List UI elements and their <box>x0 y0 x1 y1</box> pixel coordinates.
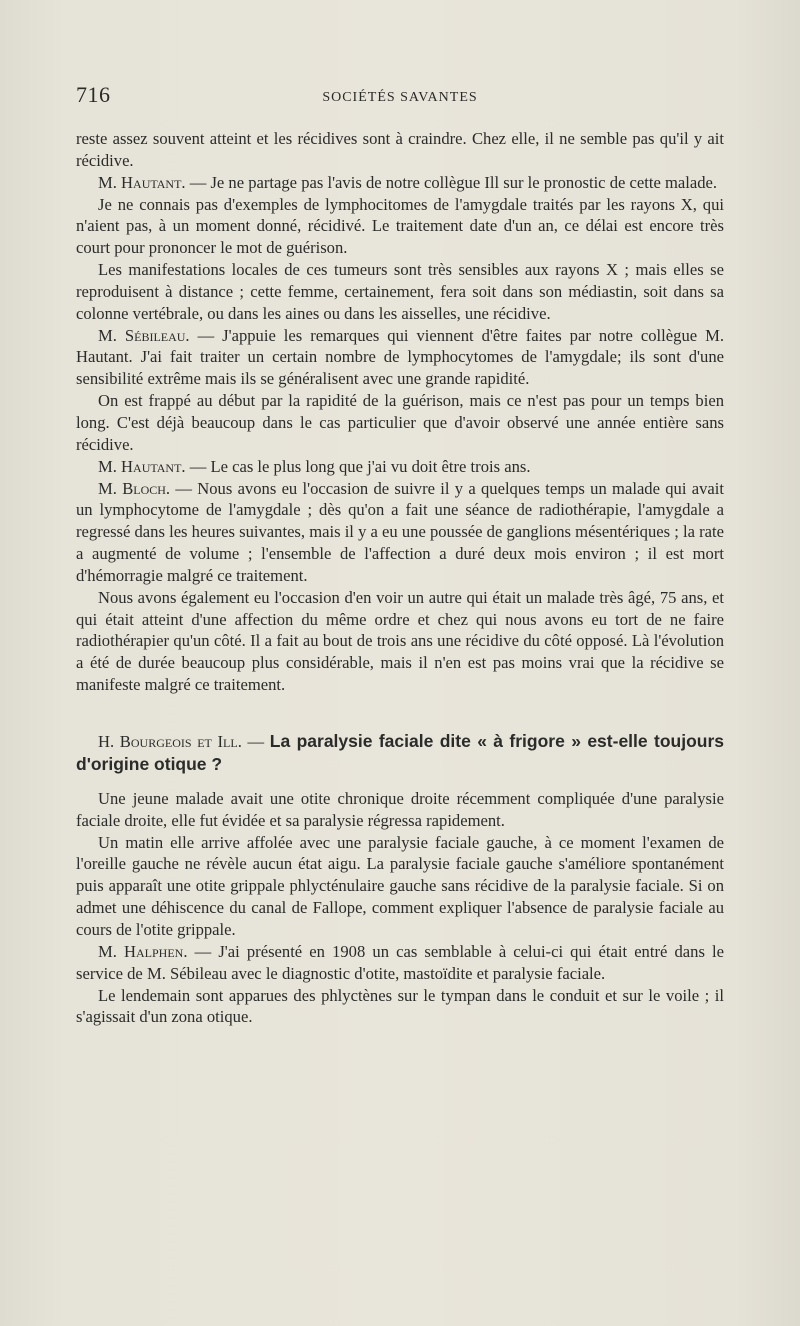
running-head: SOCIÉTÉS SAVANTES <box>322 90 478 105</box>
section-title: La paralysie faciale dite « à frigore » est-elle toujours d'origine otique ? <box>76 730 724 774</box>
page-header <box>76 82 724 112</box>
paragraph <box>76 985 724 1029</box>
paragraph <box>76 325 724 391</box>
paragraph <box>76 259 724 325</box>
speaker-name: M. Sébileau. <box>98 325 190 345</box>
heading-gap <box>76 776 724 788</box>
paragraph <box>76 390 724 456</box>
speaker-name: M. Bloch. <box>98 478 171 498</box>
paragraph-text: — J'ai présenté en 1908 un cas semblable à celui-ci qui était entré dans le service de M. Sébileau avec le diagnostic d'otite, mastoïdite et paralysie faciale. <box>76 941 724 983</box>
page-number: 716 <box>76 82 111 107</box>
paragraph-text: Nous avons également eu l'occasion d'en voir un autre qui était un malade très âgé, 75 ans, et qui était atteint d'une affection du même ordre et chez qui nous avons eu tort de ne faire radiothérapier qu'un côté. Il a fait au bout de trois ans une récidive du côté opposé. Là l'évolution a été de durée beaucoup plus considérable, mais il n'en est pas moins vrai que la récidive se manifeste malgré ce traitement. <box>76 587 724 695</box>
paragraph-text: Les manifestations locales de ces tumeurs sont très sensibles aux rayons X ; mais elles se reproduisent à distance ; cette femme, certainement, fera soit dans son médiastin, soit dans sa colonne vertébrale, ou dans les aines ou dans les aisselles, une récidive. <box>76 260 724 323</box>
paragraph <box>76 587 724 696</box>
section-gap <box>76 696 724 730</box>
paragraph <box>76 941 724 985</box>
paragraph-text: — Je ne partage pas l'avis de notre collègue Ill sur le pronostic de cette malade. <box>185 172 718 192</box>
paragraph-text: — Le cas le plus long que j'ai vu doit être trois ans. <box>185 456 531 476</box>
speaker-name: M. Hautant. <box>98 456 186 476</box>
paragraph <box>76 478 724 587</box>
body-text <box>76 128 724 1028</box>
section-heading <box>76 730 724 776</box>
paragraph <box>76 832 724 941</box>
paragraph-text: — Nous avons eu l'occasion de suivre il y a quelques temps un malade qui avait un lymphocytome de l'amygdale ; dès qu'on a fait une séance de radiothérapie, l'amygdale a regressé dans les heures suivantes, mais il y a eu une poussée de ganglions mésentériques ; la rate a augmenté de volume ; l'ensemble de l'affection a duré deux mois environ ; il est mort d'hémorragie malgré ce traitement. <box>76 478 724 585</box>
paragraph-text: On est frappé au début par la rapidité de la guérison, mais ce n'est pas pour un temps bien long. C'est déjà beaucoup dans le cas particulier que d'avoir observé une année entière sans récidive. <box>76 391 724 454</box>
paragraph-text: reste assez souvent atteint et les récidives sont à craindre. Chez elle, il ne semble pas qu'il y ait récidive. <box>76 129 724 170</box>
paragraph-text: Je ne connais pas d'exemples de lymphocitomes de l'amygdale traités par les rayons X, qui n'aient pas, à un moment donné, récidivé. Le traitement date d'un an, ce délai est encore très court pour prononcer le mot de guérison. <box>76 194 724 258</box>
speaker-name: M. Hautant. <box>98 172 186 192</box>
speaker-name: M. Halphen. <box>98 941 188 961</box>
paragraph-text: Le lendemain sont apparues des phlyctènes sur le tympan dans le conduit et sur le voile ; il s'agissait d'un zona otique. <box>76 985 724 1027</box>
paragraph-text: Une jeune malade avait une otite chronique droite récemment compliquée d'une paralysie faciale droite, elle fut évidée et sa paralysie régressa rapidement. <box>76 788 724 830</box>
paragraph <box>76 128 724 172</box>
paragraph <box>76 788 724 832</box>
section-authors: H. Bourgeois et Ill. <box>98 731 242 751</box>
paragraph <box>76 456 724 478</box>
paragraph-text: Un matin elle arrive affolée avec une paralysie faciale gauche, à ce moment l'examen de l'oreille gauche ne révèle aucun état aigu. La paralysie faciale gauche s'améliore spontanément puis apparaît une otite grippale phlycténulaire gauche sans récidive de la paralysie faciale. Si on admet une déhiscence du canal de Fallope, comment expliquer l'absence de paralysie faciale au cours de l'otite grippale. <box>76 832 724 939</box>
paragraph-text: — J'appuie les remarques qui viennent d'être faites par notre collègue M. Hautant. J'ai fait traiter un certain nombre de lymphocytomes de l'amygdale; ils sont d'une sensibilité extrême mais ils se généralisent avec une grande rapidité. <box>76 325 724 389</box>
paragraph <box>76 194 724 260</box>
section-dash: — <box>241 731 270 751</box>
paragraph <box>76 172 724 194</box>
